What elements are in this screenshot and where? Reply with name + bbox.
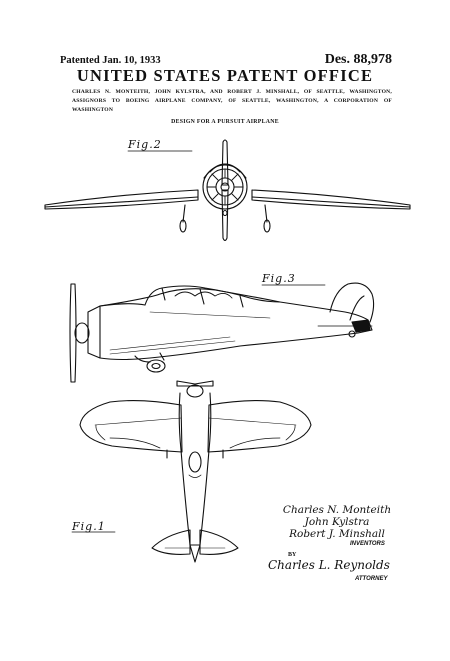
figure-1-label: Fig.1 — [72, 520, 106, 533]
signature-monteith: Charles N. Monteith — [282, 504, 392, 516]
inventor-signatures — [262, 504, 412, 540]
patent-number: Des. 88,978 — [324, 52, 392, 67]
patent-date: Patented Jan. 10, 1933 — [60, 55, 161, 66]
patent-office-title: UNITED STATES PATENT OFFICE — [76, 66, 374, 85]
figure-2-label: Fig.2 — [128, 138, 162, 151]
signature-minshall: Robert J. Minshall — [289, 528, 385, 540]
inventors-label: INVENTORS — [350, 541, 385, 547]
attorney-label: ATTORNEY — [355, 576, 388, 582]
design-title: DESIGN FOR A PURSUIT AIRPLANE — [171, 119, 279, 125]
figure-3-label: Fig.3 — [262, 272, 296, 285]
attorney-signature: Charles L. Reynolds — [268, 558, 390, 572]
side-view-drawing — [70, 283, 374, 382]
by-label: BY — [288, 552, 297, 558]
inventors-paragraph: CHARLES N. MONTEITH, JOHN KYLSTRA, AND ROBERT J. MINSHALL, OF SEATTLE, WASHINGTON, ASSIGNORS TO BOEING AIRPLANE COMPANY, OF SEATTLE, WASHINGTON, A CORPORATION OF WASHINGTON — [72, 89, 392, 113]
signature-kylstra: John Kylstra — [304, 516, 370, 528]
front-view-drawing — [45, 140, 410, 241]
